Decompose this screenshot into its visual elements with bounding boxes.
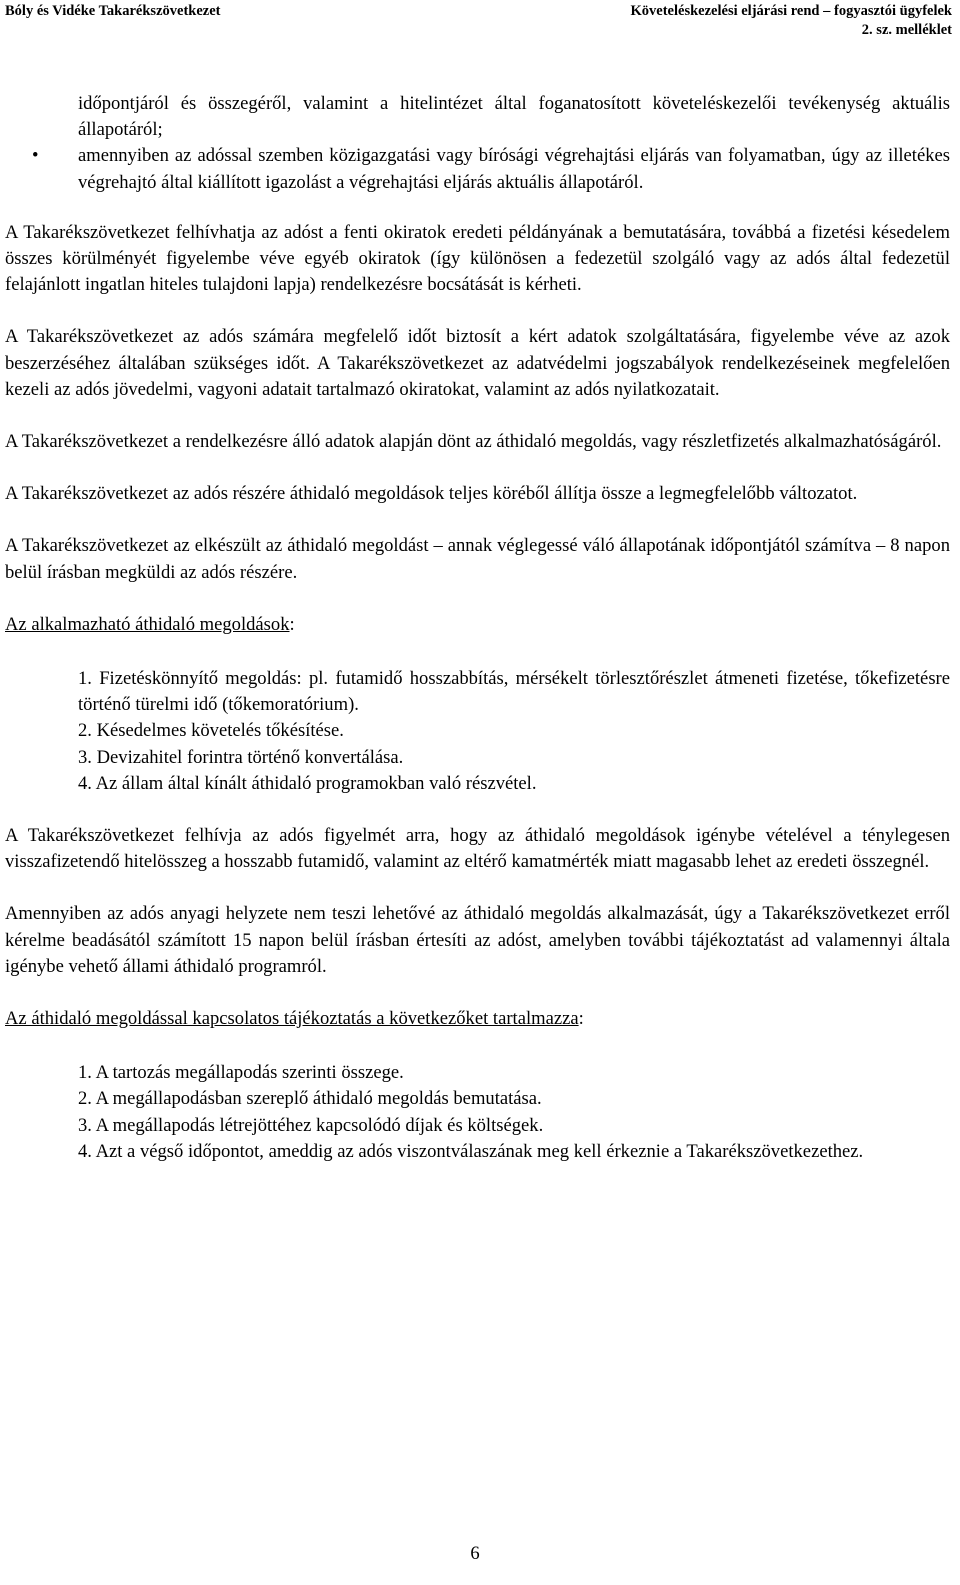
list-item: 3. Devizahitel forintra történő konvertálása.	[78, 746, 404, 768]
list-item: 2. Késedelmes követelés tőkésítése.	[78, 720, 344, 742]
heading-colon: :	[289, 613, 295, 635]
paragraph: A Takarékszövetkezet felhívja az adós figyelmét arra, hogy az áthidaló megoldások igénybe vételével a ténylegesen visszafizetendő hitelösszeg a hosszabb futamidő, valamint az eltérő kamatmérték miatt magasabb lehet az eredeti összegnél.	[5, 825, 950, 873]
bullet-item-text: amennyiben az adóssal szemben közigazgatási vagy bírósági végrehajtási eljárás van folyamatban, úgy az illetékes végrehajtó által kiállított igazolást a végrehajtási eljárás aktuális állapotáról.	[78, 145, 950, 193]
list-item-continuation: időpontjáról és összegéről, valamint a hitelintézet által foganatosított követeléskezelői tevékenység aktuális állapotáról;	[78, 93, 950, 141]
bullet-list-item	[5, 143, 950, 195]
paragraph: A Takarékszövetkezet felhívhatja az adóst a fenti okiratok eredeti példányának a bemutatására, továbbá a fizetési késedelem összes körülményét figyelembe véve egyéb okiratok (így különösen a fedezetül szolgáló vagy az adós által fedezetül felajánlott ingatlan hiteles tulajdoni lapja) rendelkezésre bocsátását is kérheti.	[5, 221, 950, 296]
section-heading-text: Az alkalmazható áthidaló megoldások	[5, 613, 290, 635]
list-item: 3. A megállapodás létrejöttéhez kapcsolódó díjak és költségek.	[78, 1114, 544, 1136]
paragraph: Amennyiben az adós anyagi helyzete nem teszi lehetővé az áthidaló megoldás alkalmazását, úgy a Takarékszövetkezet erről kérelme beadásától számított 15 napon belül írásban értesíti az adóst, amelyben további tájékoztatást ad valamennyi általa igénybe vehető állami áthidaló programról.	[5, 903, 950, 977]
section-heading	[5, 612, 950, 638]
paragraph: A Takarékszövetkezet a rendelkezésre álló adatok alapján dönt az áthidaló megoldás, vagy részletfizetés alkalmazhatóságáról.	[5, 431, 942, 453]
page-header	[5, 2, 952, 40]
bullet-icon: •	[32, 145, 39, 167]
heading-colon: :	[578, 1008, 584, 1030]
numbered-list	[5, 666, 950, 797]
header-document-title	[631, 2, 952, 40]
paragraph: A Takarékszövetkezet az adós számára megfelelő időt biztosít a kért adatok szolgáltatására, figyelembe véve az azok beszerzéséhez általában szükséges időt. A Takarékszövetkezet az adatvédelmi jogszabályok rendelkezéseinek megfelelően kezeli az adós jövedelmi, vagyoni adatait tartalmazó okiratokat, valamint az adós nyilatkozatait.	[5, 326, 950, 400]
list-item: 4. Azt a végső időpontot, ameddig az adós viszontválaszának meg kell érkeznie a Takarékszövetkezethez.	[78, 1140, 864, 1162]
header-title-line1: Követeléskezelési eljárási rend – fogyasztói ügyfelek	[630, 3, 952, 19]
document-body	[5, 91, 950, 1165]
section-heading	[5, 1006, 950, 1032]
page-number: 6	[470, 1543, 480, 1564]
numbered-list	[5, 1060, 950, 1165]
list-item: 4. Az állam által kínált áthidaló programokban való részvétel.	[78, 772, 537, 794]
list-item: 1. Fizetéskönnyítő megoldás: pl. futamidő hosszabbítás, mérsékelt törlesztőrészlet átmeneti fizetése, tőkefizetésre történő türelmi idő (tőkemoratórium).	[78, 668, 950, 716]
paragraph: A Takarékszövetkezet az adós részére áthidaló megoldások teljes köréből állítja össze a legmegfelelőbb változatot.	[5, 483, 858, 505]
section-heading-text: Az áthidaló megoldással kapcsolatos tájékoztatás a következőket tartalmazza	[5, 1008, 579, 1030]
list-item: 2. A megállapodásban szereplő áthidaló megoldás bemutatása.	[78, 1088, 542, 1110]
header-institution: Bóly és Vidéke Takarékszövetkezet	[5, 3, 221, 19]
list-item: 1. A tartozás megállapodás szerinti összege.	[78, 1062, 404, 1084]
paragraph: A Takarékszövetkezet az elkészült az áthidaló megoldást – annak véglegessé váló állapotának időpontjától számítva – 8 napon belül írásban megküldi az adós részére.	[5, 535, 950, 583]
header-title-line2: 2. sz. melléklet	[861, 22, 952, 38]
